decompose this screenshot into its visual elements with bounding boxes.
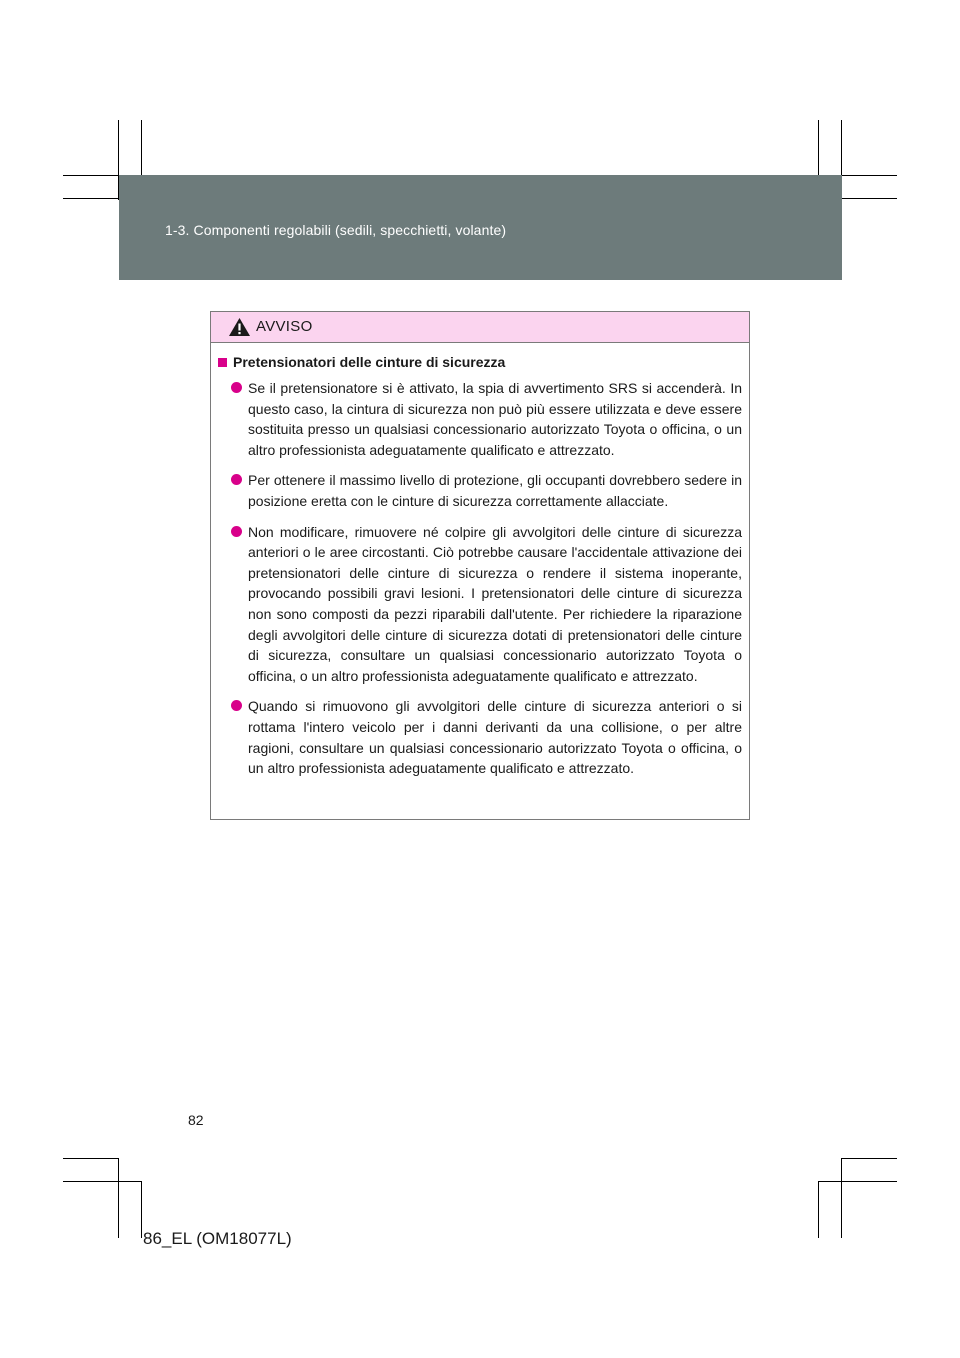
crop-mark <box>63 1181 142 1182</box>
crop-mark <box>842 175 897 176</box>
crop-mark <box>141 1181 142 1238</box>
warning-label: AVVISO <box>256 318 313 335</box>
section-title: 1-3. Componenti regolabili (sedili, specchietti, volante) <box>165 222 507 238</box>
warning-box <box>210 311 750 820</box>
document-code: 86_EL (OM18077L) <box>143 1229 292 1248</box>
list-item <box>218 378 742 460</box>
crop-mark <box>63 175 119 176</box>
crop-mark <box>141 120 142 175</box>
crop-mark <box>842 198 897 199</box>
crop-mark <box>818 1181 897 1182</box>
list-item-text: Per ottenere il massimo livello di protezione, gli occupanti dovrebbero sedere in posizione eretta con le cinture di sicurezza correttamente allacciate. <box>248 472 742 509</box>
warning-subheading <box>218 354 742 370</box>
bullet-dot-icon <box>231 474 242 485</box>
warning-header <box>211 312 749 343</box>
list-item-text: Se il pretensionatore si è attivato, la spia di avvertimento SRS si accenderà. In questo caso, la cintura di sicurezza non può più essere utilizzata e deve essere sostituita presso un qualsiasi concessionario autorizzato Toyota o officina, o un altro professionista adeguatamente qualificato e attrezzato. <box>248 380 742 458</box>
list-item <box>218 470 742 511</box>
page-number: 82 <box>188 1112 204 1128</box>
warning-subheading-text: Pretensionatori delle cinture di sicurezza <box>233 354 506 370</box>
crop-mark <box>63 198 119 199</box>
section-header <box>119 175 842 280</box>
crop-mark <box>841 1158 842 1238</box>
list-item <box>218 522 742 687</box>
square-bullet-icon <box>218 358 227 367</box>
crop-mark <box>118 1158 119 1238</box>
list-item-text: Quando si rimuovono gli avvolgitori delle cinture di sicurezza anteriori o si rottama l'intero veicolo per i danni derivanti da una collisione, o per altre ragioni, consultare un qualsiasi concessionario autorizzato Toyota o officina, o un altro professionista adeguatamente qualificato e attrezzato. <box>248 698 742 777</box>
crop-mark <box>842 1158 897 1159</box>
warning-body <box>211 343 749 779</box>
crop-mark <box>818 1181 819 1238</box>
crop-mark <box>818 120 819 175</box>
bullet-dot-icon <box>231 382 242 393</box>
crop-mark <box>63 1158 119 1159</box>
warning-triangle-icon <box>228 317 251 337</box>
bullet-dot-icon <box>231 526 242 537</box>
list-item-text: Non modificare, rimuovere né colpire gli avvolgitori delle cinture di sicurezza anteriori o le aree circostanti. Ciò potrebbe causare l'accidentale attivazione dei pretensionatori delle cinture di sicurezza o rendere il sistema inoperante, provocando possibili gravi lesioni. I pretensionatori delle cinture di sicurezza non sono composti da pezzi riparabili dall'utente. Per richiedere la riparazione degli avvolgitori delle cinture di sicurezza dotati di pretensionatori delle cinture di sicurezza, consultare un qualsiasi concessionario autorizzato Toyota o officina, o un altro professionista adeguatamente qualificato e attrezzato. <box>248 523 742 684</box>
bullet-dot-icon <box>231 700 242 711</box>
list-item <box>218 696 742 778</box>
